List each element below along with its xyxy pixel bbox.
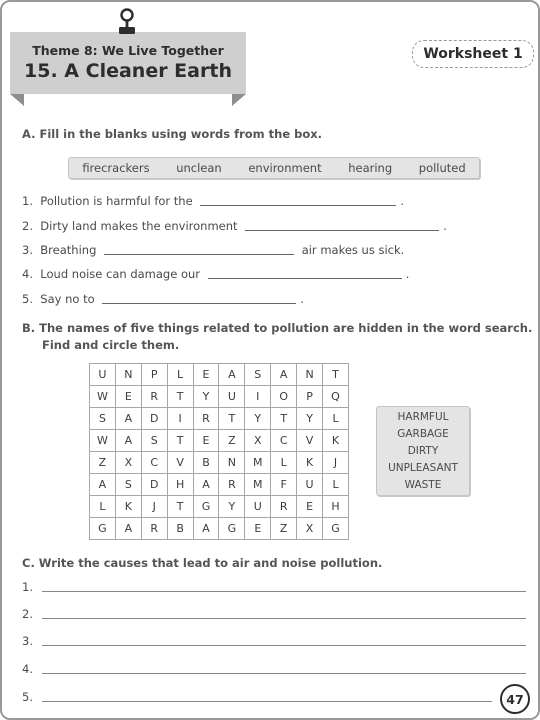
word-bank <box>68 157 480 179</box>
answer-blank[interactable] <box>245 220 439 231</box>
grid-row <box>90 452 349 474</box>
grid-cell[interactable]: U <box>219 386 245 408</box>
grid-cell[interactable]: X <box>245 430 271 452</box>
page-title: 15. A Cleaner Earth <box>24 60 232 82</box>
grid-cell[interactable]: E <box>193 430 219 452</box>
grid-cell[interactable]: I <box>245 386 271 408</box>
answer-blank[interactable] <box>208 268 402 279</box>
word-search-grid <box>89 363 349 540</box>
grid-cell[interactable]: Z <box>90 452 116 474</box>
grid-cell[interactable]: K <box>115 496 141 518</box>
grid-cell[interactable]: X <box>297 518 323 540</box>
grid-row <box>90 518 349 540</box>
grid-cell[interactable]: L <box>323 474 349 496</box>
grid-cell[interactable]: A <box>193 518 219 540</box>
answer-blank[interactable] <box>200 195 396 206</box>
grid-cell[interactable]: H <box>323 496 349 518</box>
answer-line-2[interactable]: 2. <box>22 607 526 621</box>
grid-cell[interactable]: L <box>90 496 116 518</box>
hidden-word: GARBAGE <box>397 427 449 440</box>
grid-cell[interactable]: D <box>141 408 167 430</box>
grid-cell[interactable]: S <box>115 474 141 496</box>
hidden-words-list <box>376 406 470 496</box>
hidden-word: WASTE <box>404 478 442 491</box>
question-2: 2. Dirty land makes the environment . <box>22 219 447 233</box>
grid-cell[interactable]: K <box>323 430 349 452</box>
word-bank-item: firecrackers <box>82 161 150 175</box>
grid-cell[interactable]: L <box>167 364 193 386</box>
theme-label: Theme 8: We Live Together <box>32 43 224 58</box>
question-3: 3. Breathing air makes us sick. <box>22 243 405 257</box>
grid-cell[interactable]: A <box>90 474 116 496</box>
grid-row <box>90 430 349 452</box>
grid-cell[interactable]: Y <box>219 496 245 518</box>
grid-cell[interactable]: L <box>323 408 349 430</box>
grid-cell[interactable]: O <box>271 386 297 408</box>
grid-cell[interactable]: T <box>167 496 193 518</box>
grid-cell[interactable]: R <box>193 408 219 430</box>
grid-cell[interactable]: G <box>193 496 219 518</box>
answer-line-4[interactable]: 4. <box>22 662 526 676</box>
banner-fold-left <box>10 94 24 106</box>
grid-cell[interactable]: U <box>245 496 271 518</box>
grid-cell[interactable]: E <box>297 496 323 518</box>
hidden-word: DIRTY <box>407 444 439 457</box>
grid-cell[interactable]: T <box>167 386 193 408</box>
grid-cell[interactable]: B <box>193 452 219 474</box>
grid-cell[interactable]: W <box>90 430 116 452</box>
word-bank-item: unclean <box>176 161 222 175</box>
answer-blank[interactable] <box>102 293 296 304</box>
grid-cell[interactable]: P <box>141 364 167 386</box>
grid-cell[interactable]: Z <box>219 430 245 452</box>
question-4: 4. Loud noise can damage our . <box>22 267 410 281</box>
grid-cell[interactable]: T <box>219 408 245 430</box>
grid-cell[interactable]: Q <box>323 386 349 408</box>
grid-row <box>90 364 349 386</box>
grid-cell[interactable]: Z <box>271 518 297 540</box>
grid-cell[interactable]: A <box>115 518 141 540</box>
grid-row <box>90 408 349 430</box>
grid-cell[interactable]: P <box>297 386 323 408</box>
grid-row <box>90 386 349 408</box>
grid-cell[interactable]: X <box>115 452 141 474</box>
grid-cell[interactable]: Y <box>297 408 323 430</box>
grid-cell[interactable]: Y <box>193 386 219 408</box>
grid-cell[interactable]: S <box>245 364 271 386</box>
grid-cell[interactable]: V <box>297 430 323 452</box>
word-bank-item: hearing <box>348 161 393 175</box>
grid-cell[interactable]: N <box>297 364 323 386</box>
answer-blank[interactable] <box>104 244 294 255</box>
grid-cell[interactable]: J <box>141 496 167 518</box>
grid-cell[interactable]: R <box>219 474 245 496</box>
worksheet-badge: Worksheet 1 <box>412 40 534 68</box>
grid-cell[interactable]: E <box>115 386 141 408</box>
question-5: 5. Say no to . <box>22 292 304 306</box>
grid-cell[interactable]: S <box>90 408 116 430</box>
grid-cell[interactable]: G <box>219 518 245 540</box>
page-number: 47 <box>500 684 530 714</box>
question-1: 1. Pollution is harmful for the . <box>22 194 404 208</box>
answer-line-1[interactable]: 1. <box>22 580 526 594</box>
grid-cell[interactable]: T <box>323 364 349 386</box>
grid-cell[interactable]: N <box>219 452 245 474</box>
grid-cell[interactable]: A <box>219 364 245 386</box>
grid-cell[interactable]: M <box>245 474 271 496</box>
grid-cell[interactable]: A <box>271 364 297 386</box>
banner-fold-right <box>232 94 246 106</box>
section-a-heading: A. Fill in the blanks using words from the box. <box>22 127 323 141</box>
grid-cell[interactable]: J <box>323 452 349 474</box>
grid-cell[interactable]: F <box>271 474 297 496</box>
grid-cell[interactable]: R <box>141 386 167 408</box>
title-banner <box>10 24 246 104</box>
grid-cell[interactable]: R <box>271 496 297 518</box>
grid-cell[interactable]: C <box>141 452 167 474</box>
grid-row <box>90 496 349 518</box>
binder-clip-icon <box>118 8 136 36</box>
answer-line-3[interactable]: 3. <box>22 634 526 648</box>
hidden-word: UNPLEASANT <box>388 461 458 474</box>
hidden-word: HARMFUL <box>397 410 449 423</box>
grid-cell[interactable]: H <box>167 474 193 496</box>
grid-cell[interactable]: E <box>245 518 271 540</box>
grid-cell[interactable]: L <box>271 452 297 474</box>
grid-cell[interactable]: M <box>245 452 271 474</box>
grid-cell[interactable]: K <box>297 452 323 474</box>
answer-line-5[interactable]: 5. <box>22 690 492 704</box>
grid-cell[interactable]: D <box>141 474 167 496</box>
section-c-heading: C. Write the causes that lead to air and noise pollution. <box>22 556 383 570</box>
grid-cell[interactable]: C <box>271 430 297 452</box>
grid-cell[interactable]: T <box>271 408 297 430</box>
grid-cell[interactable]: A <box>115 430 141 452</box>
grid-cell[interactable]: E <box>193 364 219 386</box>
grid-cell[interactable]: S <box>141 430 167 452</box>
grid-cell[interactable]: Y <box>245 408 271 430</box>
grid-cell[interactable]: R <box>141 518 167 540</box>
grid-row <box>90 474 349 496</box>
grid-cell[interactable]: N <box>115 364 141 386</box>
grid-cell[interactable]: I <box>167 408 193 430</box>
grid-cell[interactable]: U <box>297 474 323 496</box>
section-b-heading-line2: Find and circle them. <box>42 338 180 352</box>
grid-cell[interactable]: G <box>323 518 349 540</box>
grid-cell[interactable]: A <box>193 474 219 496</box>
grid-cell[interactable]: W <box>90 386 116 408</box>
grid-cell[interactable]: V <box>167 452 193 474</box>
word-bank-item: environment <box>248 161 322 175</box>
grid-cell[interactable]: T <box>167 430 193 452</box>
grid-cell[interactable]: A <box>115 408 141 430</box>
section-b-heading: B. The names of five things related to pollution are hidden in the word search. <box>22 321 533 335</box>
word-bank-item: polluted <box>418 161 466 175</box>
grid-cell[interactable]: U <box>90 364 116 386</box>
grid-cell[interactable]: B <box>167 518 193 540</box>
grid-cell[interactable]: G <box>90 518 116 540</box>
